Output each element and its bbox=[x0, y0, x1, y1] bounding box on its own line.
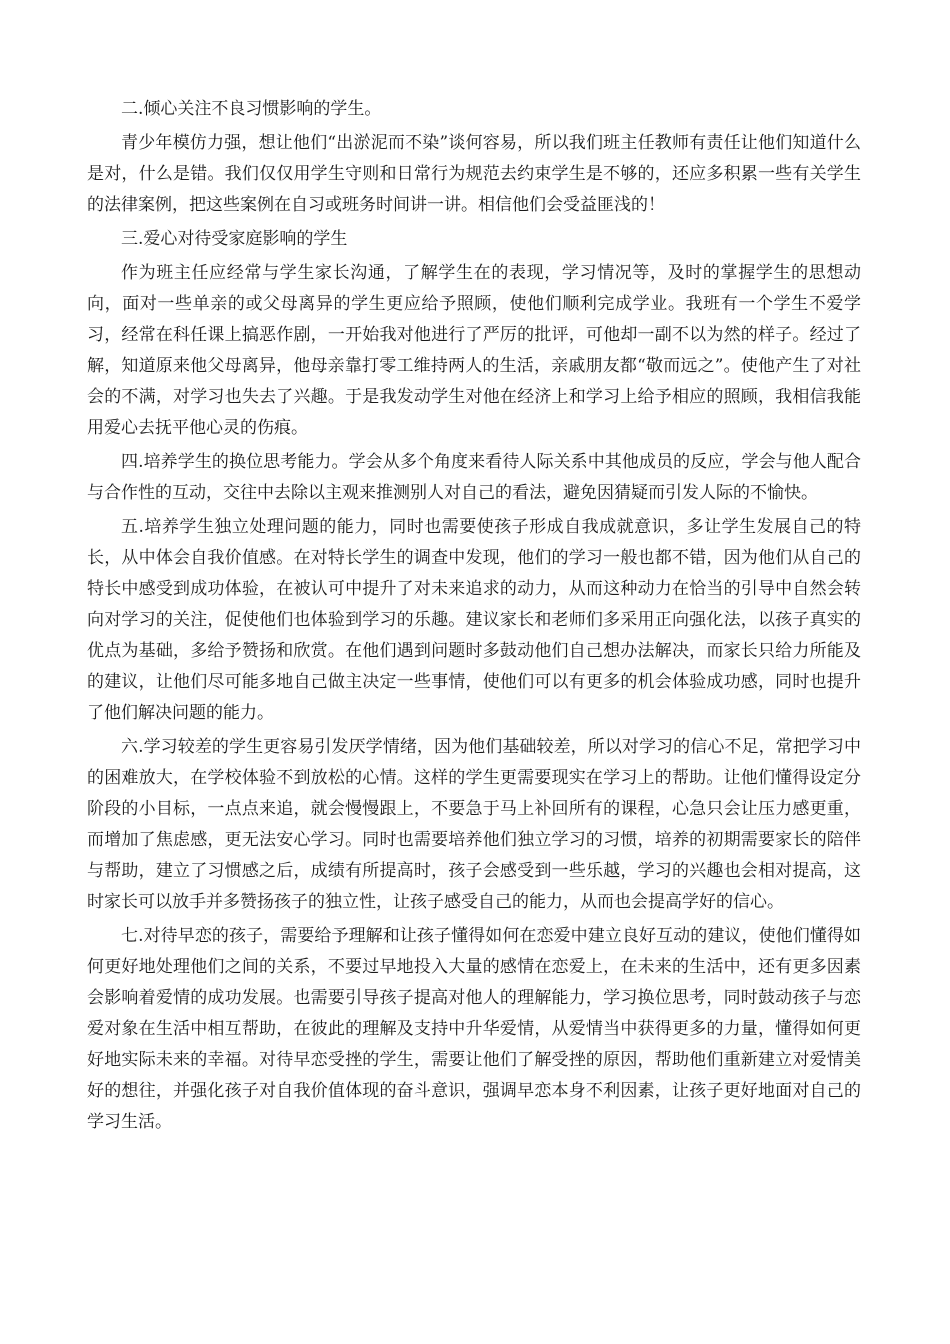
paragraph-bad-habits: 青少年模仿力强，想让他们“出淤泥而不染”谈何容易，所以我们班主任教师有责任让他们知道什么是对，什么是错。我们仅仅用学生守则和日常行为规范去约束学生是不够的，还应多积累一些有关学生的法律案例，把这些案例在自习或班务时间讲一讲。相信他们会受益匪浅的！ bbox=[87, 133, 861, 215]
paragraph-early-romance: 七.对待早恋的孩子，需要给予理解和让孩子懂得如何在恋爱中建立良好互动的建议，使他们懂得如何更好地处理他们之间的关系，不要过早地投入大量的感情在恋爱上，在未来的生活中，还有更多因素会影响着爱情的成功发展。也需要引导孩子提高对他人的理解能力，学习换位思考，同时鼓动孩子与恋爱对象在生活中相互帮助，在彼此的理解及支持中升华爱情，从爱情当中获得更多的力量，懂得如何更好地实际未来的幸福。对待早恋受挫的学生，需要让他们了解受挫的原因，帮助他们重新建立对爱情美好的想往，并强化孩子对自我价值体现的奋斗意识，强调早恋本身不利因素，让孩子更好地面对自己的学习生活。 bbox=[87, 926, 861, 1132]
document-page bbox=[87, 94, 861, 1141]
paragraph-perspective-taking: 四.培养学生的换位思考能力。学会从多个角度来看待人际关系中其他成员的反应，学会与他人配合与合作性的互动，交往中去除以主观来推测别人对自己的看法，避免因猜疑而引发人际的不愉快。 bbox=[87, 452, 861, 503]
paragraph-independent-problem-solving: 五.培养学生独立处理问题的能力，同时也需要使孩子形成自我成就意识，多让学生发展自己的特长，从中体会自我价值感。在对特长学生的调查中发现，他们的学习一般也都不错，因为他们从自己的特长中感受到成功体验，在被认可中提升了对未来追求的动力，从而这种动力在恰当的引导中自然会转向对学习的关注，促使他们也体验到学习的乐趣。建议家长和老师们多采用正向强化法，以孩子真实的优点为基础，多给予赞扬和欣赏。在他们遇到问题时多鼓动他们自己想办法解决，而家长只给力所能及的建议，让他们尽可能多地自己做主决定一些事情，使他们可以有更多的机会体验成功感，同时也提升了他们解决问题的能力。 bbox=[87, 517, 861, 723]
paragraph-family-influence: 作为班主任应经常与学生家长沟通，了解学生在的表现，学习情况等，及时的掌握学生的思想动向，面对一些单亲的或父母离异的学生更应给予照顾，使他们顺利完成学业。我班有一个学生不爱学习，经常在科任课上搞恶作剧，一开始我对他进行了严厉的批评，可他却一副不以为然的样子。经过了解，知道原来他父母离异，他母亲靠打零工维持两人的生活，亲戚朋友都“敬而远之”。使他产生了对社会的不满，对学习也失去了兴趣。于是我发动学生对他在经济上和学习上给予相应的照顾，我相信我能用爱心去抚平他心灵的伤痕。 bbox=[87, 263, 861, 438]
paragraph-weak-students: 六.学习较差的学生更容易引发厌学情绪，因为他们基础较差，所以对学习的信心不足，常把学习中的困难放大，在学校体验不到放松的心情。这样的学生更需要现实在学习上的帮助。让他们懂得设定分阶段的小目标，一点点来追，就会慢慢跟上，不要急于马上补回所有的课程，心急只会让压力感更重，而增加了焦虑感，更无法安心学习。同时也需要培养他们独立学习的习惯，培养的初期需要家长的陪伴与帮助，建立了习惯感之后，成绩有所提高时，孩子会感受到一些乐越，学习的兴趣也会相对提高，这时家长可以放手并多赞扬孩子的独立性，让孩子感受自己的能力，从而也会提高学好的信心。 bbox=[87, 737, 861, 912]
section-heading-2: 二.倾心关注不良习惯影响的学生。 bbox=[121, 99, 382, 119]
section-heading-3: 三.爱心对待受家庭影响的学生 bbox=[121, 229, 348, 249]
